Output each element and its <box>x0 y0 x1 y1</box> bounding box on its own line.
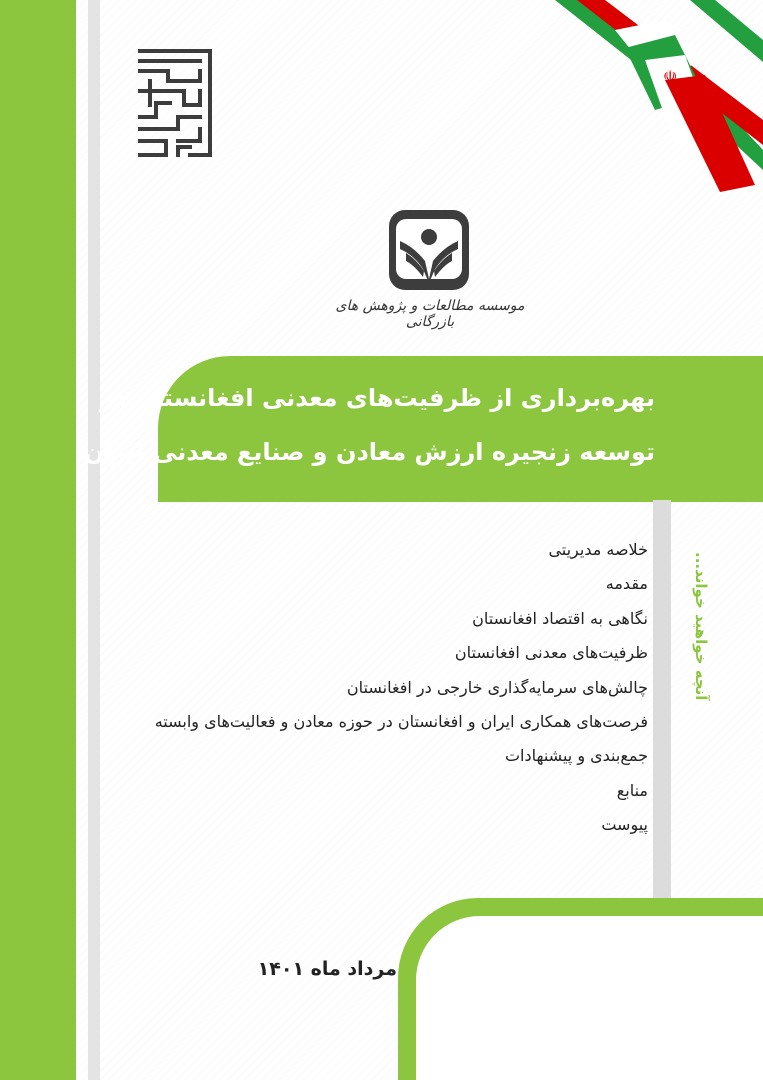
toc-item: جمع‌بندی و پیشنهادات <box>504 746 648 766</box>
publication-date: مرداد ماه ۱۴۰۱ <box>257 958 397 980</box>
institute-name: موسسه مطالعات و پژوهش های بازرگانی <box>335 298 525 330</box>
toc-item: ظرفیت‌های معدنی افغانستان <box>454 643 648 663</box>
svg-text:☫: ☫ <box>663 67 678 86</box>
toc-item: خلاصه مدیریتی <box>548 540 648 559</box>
toc-item: فرصت‌های همکاری ایران و افغانستان در حوزه معادن و فعالیت‌های وابسته <box>154 711 648 731</box>
institute-logo-icon <box>386 207 472 293</box>
left-green-bar <box>0 0 76 1080</box>
title-line-2: توسعه زنجیره ارزش معادن و صنایع معدنی ایران <box>83 438 655 466</box>
toc-item: نگاهی به اقتصاد افغانستان <box>472 608 648 628</box>
content-divider <box>653 500 671 898</box>
title-panel <box>83 356 763 502</box>
kufic-calligraphy-icon <box>138 47 212 157</box>
iran-flag-ribbon-icon <box>555 0 763 200</box>
toc-item: چالش‌های سرمایه‌گذاری خارجی در افغانستان <box>346 677 648 697</box>
toc-item: مقدمه <box>605 574 648 594</box>
bottom-frame-inner <box>416 916 763 1080</box>
table-of-contents <box>155 540 648 850</box>
title-line-1: بهره‌برداری از ظرفیت‌های معدنی افغانستان در <box>99 384 655 412</box>
toc-item: پیوست <box>601 815 648 835</box>
toc-item: منابع <box>616 780 648 800</box>
left-gray-bar <box>88 0 100 1080</box>
bottom-green-frame <box>398 898 763 1080</box>
what-you-will-read-label: آنچه خواهید خواند... <box>692 551 710 700</box>
